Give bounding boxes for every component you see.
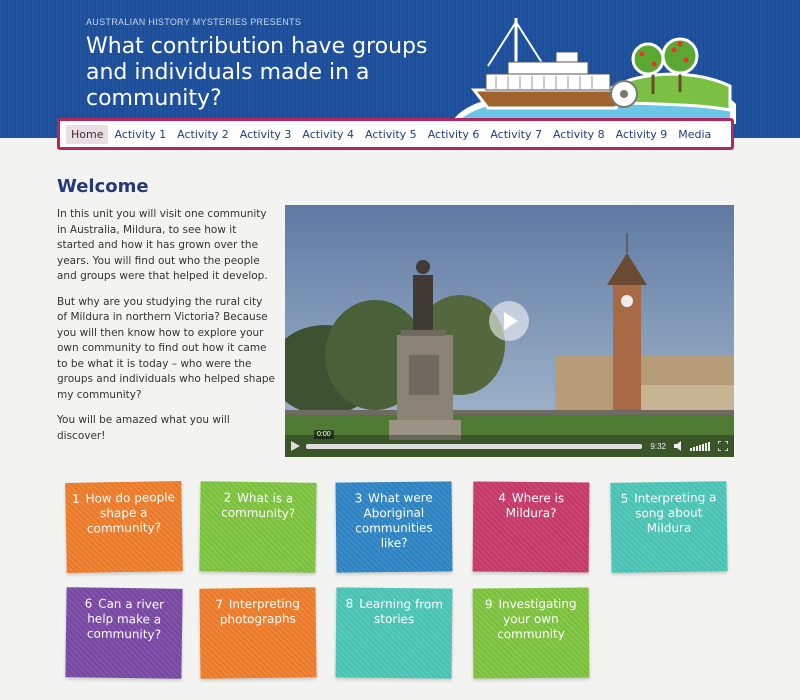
- card-number: 2: [223, 490, 232, 505]
- card-title: What were Aboriginal communities like?: [355, 490, 433, 551]
- card-title: Learning from stories: [359, 596, 444, 627]
- activity-card-6[interactable]: [65, 587, 182, 679]
- main-nav: [57, 118, 734, 150]
- intro-text: [57, 207, 275, 454]
- card-number: 6: [84, 596, 93, 611]
- control-play-icon[interactable]: [291, 441, 300, 451]
- intro-paragraph: But why are you studying the rural city of Mildura in northern Victoria? Because you will then know how to explore your own community to find out how it came to be what it is today – who were the groups and individuals who helped shape my community?: [57, 295, 276, 401]
- activity-card-9[interactable]: [473, 587, 590, 678]
- activity-card-2[interactable]: [199, 481, 316, 573]
- nav-activity-8[interactable]: Activity 8: [552, 127, 605, 141]
- activity-card-7[interactable]: [199, 587, 316, 678]
- play-button[interactable]: [489, 301, 529, 341]
- card-title: Interpreting a song about Mildura: [634, 490, 717, 536]
- video-controls: [285, 430, 734, 457]
- intro-paragraph: You will be amazed what you will discover!: [57, 414, 230, 442]
- intro-paragraph: In this unit you will visit one community in Australia, Mildura, to see how it started and how it has grown over the years. You will find out who the people and groups were that helped it develop.: [57, 208, 268, 282]
- video-progress-bar[interactable]: [306, 430, 642, 449]
- nav-activity-1[interactable]: Activity 1: [114, 127, 167, 141]
- card-title: Can a river help make a community?: [86, 596, 165, 642]
- card-number: 3: [354, 491, 363, 506]
- activity-card-1[interactable]: [65, 481, 183, 573]
- welcome-heading: Welcome: [57, 176, 149, 197]
- card-title: Where is Mildura?: [505, 490, 565, 521]
- nav-activity-2[interactable]: Activity 2: [177, 127, 229, 141]
- card-title: Interpreting photographs: [219, 596, 301, 627]
- current-time: 0:00: [314, 430, 334, 439]
- activity-cards: [66, 482, 736, 682]
- nav-activity-9[interactable]: Activity 9: [615, 127, 668, 141]
- series-label: AUSTRALIAN HISTORY MYSTERIES PRESENTS: [86, 17, 302, 27]
- video-duration: 9:32: [650, 441, 666, 451]
- activity-card-5[interactable]: [610, 481, 727, 573]
- video-player[interactable]: [285, 205, 734, 457]
- card-title: What is a community?: [221, 490, 296, 521]
- nav-activity-5[interactable]: Activity 5: [365, 127, 417, 141]
- paddle-steamer-illustration: [448, 14, 738, 124]
- card-title: How do people shape a community?: [85, 490, 176, 536]
- volume-slider[interactable]: [690, 442, 710, 451]
- nav-activity-7[interactable]: Activity 7: [490, 127, 542, 141]
- activity-card-4[interactable]: [473, 481, 590, 572]
- card-number: 4: [498, 490, 507, 505]
- fullscreen-icon[interactable]: [718, 441, 728, 451]
- card-number: 7: [215, 597, 224, 612]
- card-number: 5: [620, 491, 629, 506]
- page-title: What contribution have groups and individuals made in a community?: [86, 34, 428, 111]
- nav-activity-4[interactable]: Activity 4: [302, 127, 355, 141]
- card-title: Investigating your own community: [497, 596, 577, 642]
- nav-media[interactable]: Media: [678, 127, 712, 141]
- nav-home[interactable]: Home: [66, 125, 108, 144]
- nav-activity-3[interactable]: Activity 3: [239, 127, 292, 141]
- nav-activity-6[interactable]: Activity 6: [427, 127, 480, 141]
- speaker-icon[interactable]: [674, 441, 686, 451]
- card-number: 1: [71, 491, 80, 506]
- card-number: 9: [484, 597, 493, 612]
- activity-card-8[interactable]: [336, 587, 453, 678]
- activity-card-3[interactable]: [336, 481, 453, 572]
- card-number: 8: [345, 596, 354, 611]
